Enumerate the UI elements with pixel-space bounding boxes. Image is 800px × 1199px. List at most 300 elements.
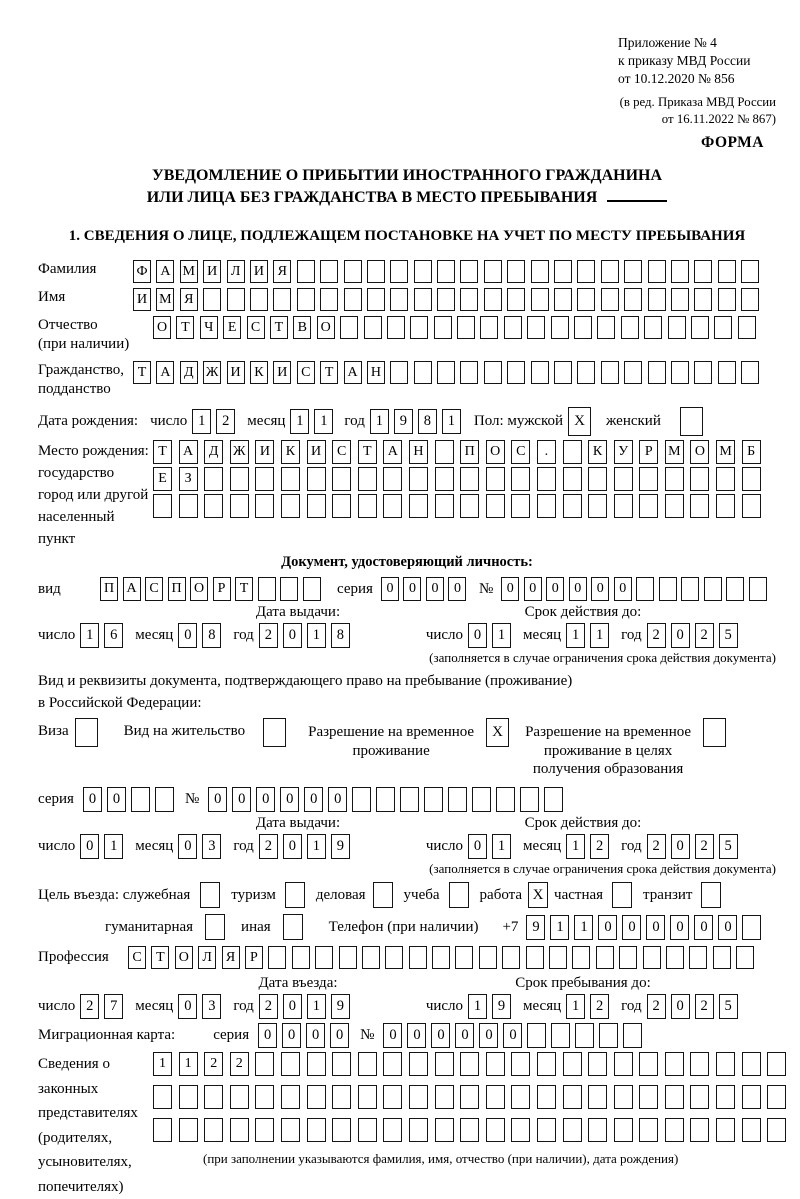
- char-cell[interactable]: 0: [383, 1023, 402, 1048]
- char-cell[interactable]: [358, 1118, 377, 1142]
- char-cell[interactable]: [588, 1118, 607, 1142]
- char-cell[interactable]: [179, 494, 198, 518]
- char-cell[interactable]: С: [511, 440, 530, 464]
- birthplace-row1-boxes[interactable]: [153, 440, 767, 464]
- char-cell[interactable]: [691, 316, 709, 339]
- char-cell[interactable]: А: [123, 577, 141, 601]
- permit-issue-month-boxes[interactable]: [178, 834, 226, 859]
- char-cell[interactable]: [601, 260, 619, 283]
- char-cell[interactable]: 9: [331, 834, 350, 859]
- char-cell[interactable]: [507, 288, 525, 311]
- permit-issue-day-boxes[interactable]: [80, 834, 128, 859]
- char-cell[interactable]: [577, 361, 595, 384]
- char-cell[interactable]: [437, 361, 455, 384]
- char-cell[interactable]: [385, 946, 403, 969]
- char-cell[interactable]: 1: [590, 623, 609, 648]
- char-cell[interactable]: [742, 1118, 761, 1142]
- char-cell[interactable]: Р: [213, 577, 231, 601]
- char-cell[interactable]: [400, 787, 419, 812]
- char-cell[interactable]: [742, 1085, 761, 1109]
- char-cell[interactable]: [520, 787, 539, 812]
- char-cell[interactable]: [572, 946, 590, 969]
- char-cell[interactable]: Р: [245, 946, 263, 969]
- char-cell[interactable]: 0: [83, 787, 102, 812]
- char-cell[interactable]: П: [168, 577, 186, 601]
- char-cell[interactable]: [507, 361, 525, 384]
- char-cell[interactable]: 0: [328, 787, 347, 812]
- char-cell[interactable]: 1: [314, 409, 333, 434]
- patronymic-boxes[interactable]: [153, 316, 761, 339]
- char-cell[interactable]: 1: [574, 915, 593, 940]
- char-cell[interactable]: [414, 260, 432, 283]
- char-cell[interactable]: [155, 787, 174, 812]
- char-cell[interactable]: [767, 1118, 786, 1142]
- char-cell[interactable]: П: [100, 577, 118, 601]
- char-cell[interactable]: [511, 494, 530, 518]
- migration-series-boxes[interactable]: [258, 1023, 354, 1048]
- char-cell[interactable]: 2: [647, 623, 666, 648]
- char-cell[interactable]: [690, 494, 709, 518]
- char-cell[interactable]: М: [716, 440, 735, 464]
- char-cell[interactable]: [460, 1085, 479, 1109]
- char-cell[interactable]: [484, 288, 502, 311]
- char-cell[interactable]: А: [383, 440, 402, 464]
- char-cell[interactable]: [741, 361, 759, 384]
- char-cell[interactable]: [480, 316, 498, 339]
- char-cell[interactable]: И: [273, 361, 291, 384]
- purpose-work-checkbox[interactable]: X: [528, 882, 548, 908]
- char-cell[interactable]: 0: [671, 834, 690, 859]
- stay-month-boxes[interactable]: [566, 994, 614, 1019]
- char-cell[interactable]: [738, 316, 756, 339]
- char-cell[interactable]: 2: [695, 623, 714, 648]
- char-cell[interactable]: 0: [479, 1023, 498, 1048]
- char-cell[interactable]: [716, 494, 735, 518]
- char-cell[interactable]: [639, 1118, 658, 1142]
- visa-checkbox[interactable]: [75, 718, 98, 747]
- char-cell[interactable]: [179, 1118, 198, 1142]
- char-cell[interactable]: 5: [719, 834, 738, 859]
- char-cell[interactable]: А: [344, 361, 362, 384]
- char-cell[interactable]: 0: [403, 577, 421, 601]
- char-cell[interactable]: [390, 260, 408, 283]
- char-cell[interactable]: [320, 288, 338, 311]
- char-cell[interactable]: [281, 1085, 300, 1109]
- char-cell[interactable]: [527, 316, 545, 339]
- given-name-boxes[interactable]: [133, 288, 765, 311]
- char-cell[interactable]: И: [250, 260, 268, 283]
- permit-valid-year-boxes[interactable]: [647, 834, 743, 859]
- char-cell[interactable]: 9: [492, 994, 511, 1019]
- char-cell[interactable]: П: [460, 440, 479, 464]
- char-cell[interactable]: [281, 1118, 300, 1142]
- char-cell[interactable]: А: [156, 260, 174, 283]
- char-cell[interactable]: 8: [331, 623, 350, 648]
- permit-number-boxes[interactable]: [208, 787, 568, 812]
- char-cell[interactable]: [367, 260, 385, 283]
- birth-month-boxes[interactable]: [290, 409, 338, 434]
- char-cell[interactable]: Т: [270, 316, 288, 339]
- char-cell[interactable]: [511, 1085, 530, 1109]
- char-cell[interactable]: [281, 494, 300, 518]
- char-cell[interactable]: Т: [320, 361, 338, 384]
- char-cell[interactable]: [726, 577, 744, 601]
- char-cell[interactable]: К: [588, 440, 607, 464]
- char-cell[interactable]: О: [690, 440, 709, 464]
- char-cell[interactable]: [390, 288, 408, 311]
- phone-boxes[interactable]: [526, 915, 766, 940]
- char-cell[interactable]: [424, 787, 443, 812]
- char-cell[interactable]: [460, 494, 479, 518]
- char-cell[interactable]: З: [179, 467, 198, 491]
- char-cell[interactable]: [383, 494, 402, 518]
- char-cell[interactable]: 0: [671, 994, 690, 1019]
- char-cell[interactable]: 1: [492, 834, 511, 859]
- char-cell[interactable]: Д: [180, 361, 198, 384]
- char-cell[interactable]: [340, 316, 358, 339]
- char-cell[interactable]: [563, 1085, 582, 1109]
- legal-reps-row2-boxes[interactable]: [153, 1085, 793, 1109]
- char-cell[interactable]: С: [128, 946, 146, 969]
- char-cell[interactable]: Е: [153, 467, 172, 491]
- char-cell[interactable]: [435, 1118, 454, 1142]
- char-cell[interactable]: Т: [153, 440, 172, 464]
- char-cell[interactable]: И: [227, 361, 245, 384]
- char-cell[interactable]: [496, 787, 515, 812]
- char-cell[interactable]: 2: [230, 1052, 249, 1076]
- purpose-official-checkbox[interactable]: [200, 882, 220, 908]
- char-cell[interactable]: [551, 1023, 570, 1048]
- char-cell[interactable]: [358, 494, 377, 518]
- char-cell[interactable]: [362, 946, 380, 969]
- char-cell[interactable]: 3: [202, 994, 221, 1019]
- char-cell[interactable]: [671, 260, 689, 283]
- char-cell[interactable]: 9: [331, 994, 350, 1019]
- char-cell[interactable]: 5: [719, 623, 738, 648]
- entry-month-boxes[interactable]: [178, 994, 226, 1019]
- char-cell[interactable]: [639, 1052, 658, 1076]
- char-cell[interactable]: 0: [283, 994, 302, 1019]
- char-cell[interactable]: 2: [216, 409, 235, 434]
- birthplace-row3-boxes[interactable]: [153, 494, 767, 518]
- char-cell[interactable]: [255, 494, 274, 518]
- char-cell[interactable]: 1: [192, 409, 211, 434]
- char-cell[interactable]: [614, 467, 633, 491]
- char-cell[interactable]: [551, 316, 569, 339]
- char-cell[interactable]: 1: [307, 834, 326, 859]
- char-cell[interactable]: С: [145, 577, 163, 601]
- char-cell[interactable]: [227, 288, 245, 311]
- char-cell[interactable]: [179, 1085, 198, 1109]
- char-cell[interactable]: [204, 1118, 223, 1142]
- char-cell[interactable]: 0: [598, 915, 617, 940]
- char-cell[interactable]: [410, 316, 428, 339]
- char-cell[interactable]: [644, 316, 662, 339]
- char-cell[interactable]: [694, 288, 712, 311]
- char-cell[interactable]: А: [179, 440, 198, 464]
- char-cell[interactable]: 0: [283, 623, 302, 648]
- purpose-private-checkbox[interactable]: [612, 882, 632, 908]
- char-cell[interactable]: И: [133, 288, 151, 311]
- char-cell[interactable]: [486, 467, 505, 491]
- char-cell[interactable]: [588, 1085, 607, 1109]
- char-cell[interactable]: [614, 1085, 633, 1109]
- temp-permit-checkbox[interactable]: X: [486, 718, 509, 747]
- char-cell[interactable]: Т: [176, 316, 194, 339]
- char-cell[interactable]: И: [307, 440, 326, 464]
- char-cell[interactable]: [563, 467, 582, 491]
- permit-issue-year-boxes[interactable]: [259, 834, 355, 859]
- char-cell[interactable]: [537, 1085, 556, 1109]
- char-cell[interactable]: [352, 787, 371, 812]
- char-cell[interactable]: 1: [80, 623, 99, 648]
- char-cell[interactable]: [549, 946, 567, 969]
- char-cell[interactable]: [588, 467, 607, 491]
- char-cell[interactable]: [486, 1052, 505, 1076]
- char-cell[interactable]: [511, 1118, 530, 1142]
- char-cell[interactable]: [665, 494, 684, 518]
- char-cell[interactable]: Е: [223, 316, 241, 339]
- char-cell[interactable]: [681, 577, 699, 601]
- char-cell[interactable]: [713, 946, 731, 969]
- char-cell[interactable]: [460, 288, 478, 311]
- char-cell[interactable]: [484, 361, 502, 384]
- char-cell[interactable]: 2: [259, 834, 278, 859]
- char-cell[interactable]: О: [317, 316, 335, 339]
- char-cell[interactable]: [204, 1085, 223, 1109]
- char-cell[interactable]: [435, 1052, 454, 1076]
- char-cell[interactable]: И: [203, 260, 221, 283]
- char-cell[interactable]: [258, 577, 276, 601]
- char-cell[interactable]: 0: [306, 1023, 325, 1048]
- purpose-tourism-checkbox[interactable]: [285, 882, 305, 908]
- char-cell[interactable]: 2: [259, 994, 278, 1019]
- char-cell[interactable]: [432, 946, 450, 969]
- char-cell[interactable]: 0: [283, 834, 302, 859]
- doc-valid-year-boxes[interactable]: [647, 623, 743, 648]
- char-cell[interactable]: 2: [695, 834, 714, 859]
- char-cell[interactable]: [332, 494, 351, 518]
- char-cell[interactable]: 0: [304, 787, 323, 812]
- char-cell[interactable]: 0: [694, 915, 713, 940]
- char-cell[interactable]: 0: [524, 577, 542, 601]
- char-cell[interactable]: 2: [647, 834, 666, 859]
- char-cell[interactable]: [435, 467, 454, 491]
- char-cell[interactable]: Ф: [133, 260, 151, 283]
- purpose-transit-checkbox[interactable]: [701, 882, 721, 908]
- char-cell[interactable]: [636, 577, 654, 601]
- char-cell[interactable]: [281, 467, 300, 491]
- char-cell[interactable]: С: [332, 440, 351, 464]
- char-cell[interactable]: [292, 946, 310, 969]
- char-cell[interactable]: 0: [178, 994, 197, 1019]
- char-cell[interactable]: [554, 361, 572, 384]
- char-cell[interactable]: [643, 946, 661, 969]
- char-cell[interactable]: [526, 946, 544, 969]
- char-cell[interactable]: [339, 946, 357, 969]
- stay-year-boxes[interactable]: [647, 994, 743, 1019]
- char-cell[interactable]: Я: [180, 288, 198, 311]
- char-cell[interactable]: [460, 1118, 479, 1142]
- char-cell[interactable]: 0: [503, 1023, 522, 1048]
- char-cell[interactable]: Ж: [203, 361, 221, 384]
- char-cell[interactable]: [531, 361, 549, 384]
- char-cell[interactable]: [255, 467, 274, 491]
- char-cell[interactable]: К: [250, 361, 268, 384]
- char-cell[interactable]: [332, 1052, 351, 1076]
- char-cell[interactable]: [563, 1118, 582, 1142]
- char-cell[interactable]: 0: [448, 577, 466, 601]
- char-cell[interactable]: Д: [204, 440, 223, 464]
- char-cell[interactable]: [563, 440, 582, 464]
- residence-permit-checkbox[interactable]: [263, 718, 286, 747]
- char-cell[interactable]: О: [153, 316, 171, 339]
- char-cell[interactable]: Т: [235, 577, 253, 601]
- char-cell[interactable]: [383, 1052, 402, 1076]
- char-cell[interactable]: [344, 288, 362, 311]
- char-cell[interactable]: 1: [566, 994, 585, 1019]
- doc-valid-month-boxes[interactable]: [566, 623, 614, 648]
- char-cell[interactable]: [511, 1052, 530, 1076]
- char-cell[interactable]: 0: [232, 787, 251, 812]
- char-cell[interactable]: [614, 1118, 633, 1142]
- char-cell[interactable]: [255, 1118, 274, 1142]
- purpose-humanitarian-checkbox[interactable]: [205, 914, 225, 940]
- char-cell[interactable]: [437, 288, 455, 311]
- char-cell[interactable]: 1: [442, 409, 461, 434]
- sex-male-checkbox[interactable]: X: [568, 407, 591, 436]
- char-cell[interactable]: 1: [468, 994, 487, 1019]
- char-cell[interactable]: [648, 260, 666, 283]
- char-cell[interactable]: Т: [151, 946, 169, 969]
- char-cell[interactable]: У: [614, 440, 633, 464]
- char-cell[interactable]: С: [297, 361, 315, 384]
- entry-day-boxes[interactable]: [80, 994, 128, 1019]
- char-cell[interactable]: [484, 260, 502, 283]
- char-cell[interactable]: 0: [718, 915, 737, 940]
- char-cell[interactable]: [767, 1052, 786, 1076]
- char-cell[interactable]: 1: [370, 409, 389, 434]
- char-cell[interactable]: [383, 1118, 402, 1142]
- char-cell[interactable]: 0: [280, 787, 299, 812]
- char-cell[interactable]: [716, 1118, 735, 1142]
- char-cell[interactable]: 1: [566, 834, 585, 859]
- char-cell[interactable]: [364, 316, 382, 339]
- char-cell[interactable]: [437, 260, 455, 283]
- char-cell[interactable]: [358, 1052, 377, 1076]
- purpose-other-checkbox[interactable]: [283, 914, 303, 940]
- purpose-study-checkbox[interactable]: [449, 882, 469, 908]
- char-cell[interactable]: [455, 946, 473, 969]
- char-cell[interactable]: [204, 467, 223, 491]
- permit-valid-month-boxes[interactable]: [566, 834, 614, 859]
- char-cell[interactable]: 0: [614, 577, 632, 601]
- char-cell[interactable]: [527, 1023, 546, 1048]
- char-cell[interactable]: [704, 577, 722, 601]
- char-cell[interactable]: Ж: [230, 440, 249, 464]
- char-cell[interactable]: Л: [227, 260, 245, 283]
- char-cell[interactable]: [414, 361, 432, 384]
- char-cell[interactable]: Л: [198, 946, 216, 969]
- char-cell[interactable]: [511, 467, 530, 491]
- char-cell[interactable]: 3: [202, 834, 221, 859]
- char-cell[interactable]: 8: [202, 623, 221, 648]
- char-cell[interactable]: [332, 1085, 351, 1109]
- char-cell[interactable]: [383, 467, 402, 491]
- doc-issue-month-boxes[interactable]: [178, 623, 226, 648]
- char-cell[interactable]: [671, 288, 689, 311]
- char-cell[interactable]: [563, 494, 582, 518]
- migration-number-boxes[interactable]: [383, 1023, 647, 1048]
- char-cell[interactable]: 9: [394, 409, 413, 434]
- char-cell[interactable]: [601, 288, 619, 311]
- surname-boxes[interactable]: [133, 260, 765, 283]
- char-cell[interactable]: [504, 316, 522, 339]
- char-cell[interactable]: [563, 1052, 582, 1076]
- char-cell[interactable]: [320, 260, 338, 283]
- char-cell[interactable]: [507, 260, 525, 283]
- char-cell[interactable]: [718, 260, 736, 283]
- char-cell[interactable]: [307, 1118, 326, 1142]
- char-cell[interactable]: [577, 288, 595, 311]
- char-cell[interactable]: [716, 1052, 735, 1076]
- doc-kind-boxes[interactable]: [100, 577, 325, 601]
- char-cell[interactable]: 0: [258, 1023, 277, 1048]
- char-cell[interactable]: [588, 1052, 607, 1076]
- char-cell[interactable]: 2: [80, 994, 99, 1019]
- birthplace-row2-boxes[interactable]: [153, 467, 767, 491]
- char-cell[interactable]: Я: [273, 260, 291, 283]
- char-cell[interactable]: 0: [330, 1023, 349, 1048]
- char-cell[interactable]: [554, 260, 572, 283]
- char-cell[interactable]: К: [281, 440, 300, 464]
- char-cell[interactable]: [332, 1118, 351, 1142]
- char-cell[interactable]: [741, 260, 759, 283]
- char-cell[interactable]: [575, 1023, 594, 1048]
- char-cell[interactable]: [303, 577, 321, 601]
- char-cell[interactable]: 1: [290, 409, 309, 434]
- char-cell[interactable]: [434, 316, 452, 339]
- char-cell[interactable]: [457, 316, 475, 339]
- char-cell[interactable]: 0: [381, 577, 399, 601]
- permit-valid-day-boxes[interactable]: [468, 834, 516, 859]
- char-cell[interactable]: 9: [526, 915, 545, 940]
- char-cell[interactable]: [307, 494, 326, 518]
- char-cell[interactable]: [742, 915, 761, 940]
- birth-year-boxes[interactable]: [370, 409, 466, 434]
- char-cell[interactable]: [639, 494, 658, 518]
- char-cell[interactable]: [718, 288, 736, 311]
- char-cell[interactable]: [435, 1085, 454, 1109]
- char-cell[interactable]: [665, 1118, 684, 1142]
- char-cell[interactable]: 1: [307, 994, 326, 1019]
- char-cell[interactable]: 0: [282, 1023, 301, 1048]
- char-cell[interactable]: [307, 1085, 326, 1109]
- char-cell[interactable]: [690, 1052, 709, 1076]
- char-cell[interactable]: [624, 361, 642, 384]
- char-cell[interactable]: 0: [546, 577, 564, 601]
- char-cell[interactable]: [273, 288, 291, 311]
- char-cell[interactable]: [486, 494, 505, 518]
- char-cell[interactable]: [767, 1085, 786, 1109]
- char-cell[interactable]: [544, 787, 563, 812]
- char-cell[interactable]: [554, 288, 572, 311]
- char-cell[interactable]: [690, 467, 709, 491]
- char-cell[interactable]: 5: [719, 994, 738, 1019]
- char-cell[interactable]: [742, 467, 761, 491]
- char-cell[interactable]: 2: [695, 994, 714, 1019]
- char-cell[interactable]: [307, 467, 326, 491]
